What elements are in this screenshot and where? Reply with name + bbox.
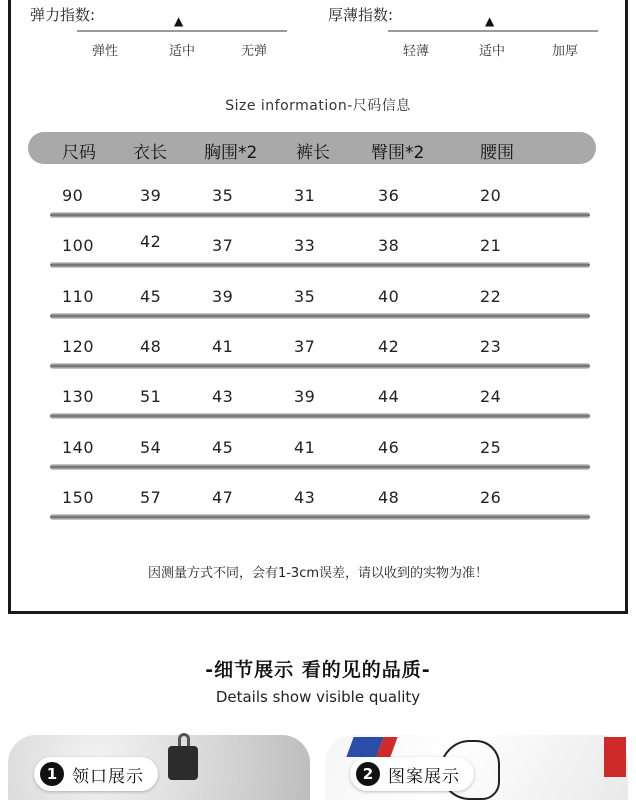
cell-pants-length: 43	[294, 487, 316, 507]
elasticity-scale-line	[77, 30, 287, 32]
number-2-icon: 2	[356, 762, 380, 786]
collar-card-label	[34, 757, 158, 791]
row-divider	[50, 313, 590, 319]
thickness-option-thin: 轻薄	[402, 44, 429, 59]
cell-chest: 45	[212, 437, 234, 457]
cell-length: 45	[140, 286, 162, 306]
cell-pants-length: 31	[294, 186, 316, 205]
elasticity-marker-icon: ▲	[174, 14, 184, 28]
header-size: 尺码	[62, 143, 96, 163]
cell-hip: 36	[378, 186, 400, 205]
cell-hip: 44	[378, 387, 400, 407]
number-1-icon: 1	[40, 762, 64, 786]
row-divider	[50, 413, 590, 419]
cell-waist: 24	[480, 387, 502, 407]
elasticity-label: 弹力指数:	[30, 6, 96, 24]
cell-length: 39	[140, 186, 162, 205]
cell-hip: 42	[378, 336, 400, 356]
cell-chest: 47	[212, 487, 234, 507]
cell-size: 110	[62, 286, 95, 306]
elasticity-option-medium: 适中	[168, 44, 195, 59]
hanger-icon	[168, 746, 198, 780]
details-title: -细节展示 看的见的品质-	[205, 659, 431, 681]
cell-pants-length: 33	[294, 236, 316, 256]
size-chart-frame	[8, 0, 628, 614]
cell-length: 42	[140, 232, 162, 252]
row-divider	[50, 464, 590, 470]
pattern-red-edge	[604, 737, 626, 777]
cell-chest: 37	[212, 236, 234, 256]
cell-size: 100	[62, 236, 95, 256]
cell-chest: 39	[212, 286, 234, 306]
cell-length: 51	[140, 387, 162, 407]
cell-chest: 43	[212, 387, 234, 407]
header-pants-length: 裤长	[296, 143, 330, 163]
cell-hip: 46	[378, 437, 400, 457]
cell-waist: 23	[480, 336, 502, 356]
row-divider	[50, 212, 590, 218]
cell-chest: 35	[212, 186, 234, 205]
cell-size: 90	[62, 186, 84, 205]
cell-hip: 38	[378, 236, 400, 256]
cell-waist: 25	[480, 437, 502, 457]
pattern-card-text: 图案展示	[388, 766, 460, 787]
thickness-marker-icon: ▲	[485, 14, 495, 28]
details-subtitle: Details show visible quality	[215, 688, 421, 706]
cell-size: 150	[62, 487, 95, 507]
elasticity-option-stretchy: 弹性	[91, 44, 118, 59]
cell-length: 54	[140, 437, 162, 457]
cell-pants-length: 37	[294, 336, 316, 356]
cell-size: 120	[62, 336, 95, 356]
collar-card-text: 领口展示	[72, 766, 144, 787]
thickness-option-medium: 适中	[478, 44, 505, 59]
pattern-card-label	[350, 757, 474, 791]
cell-pants-length: 35	[294, 286, 316, 306]
row-divider	[50, 514, 590, 520]
cell-hip: 48	[378, 487, 400, 507]
cell-pants-length: 39	[294, 387, 316, 407]
thickness-scale-line	[388, 30, 598, 32]
cell-pants-length: 41	[294, 437, 316, 457]
cell-chest: 41	[212, 336, 234, 356]
cell-length: 48	[140, 336, 162, 356]
header-waist: 腰围	[480, 143, 514, 163]
cell-waist: 20	[480, 186, 502, 205]
header-chest: 胸围*2	[204, 143, 258, 163]
header-hip: 臀围*2	[371, 143, 425, 163]
thickness-option-thick: 加厚	[551, 44, 578, 59]
header-length: 衣长	[133, 143, 167, 163]
cell-size: 130	[62, 387, 95, 407]
measurement-note: 因测量方式不同，会有1-3cm误差，请以收到的实物为准！	[147, 566, 489, 581]
elasticity-option-none: 无弹	[240, 44, 267, 59]
row-divider	[50, 262, 590, 268]
size-table-title: Size information-尺码信息	[225, 98, 411, 114]
cell-size: 140	[62, 437, 95, 457]
thickness-label: 厚薄指数:	[328, 6, 394, 24]
cell-hip: 40	[378, 286, 400, 306]
cell-waist: 22	[480, 286, 502, 306]
cell-waist: 26	[480, 487, 502, 507]
cell-waist: 21	[480, 236, 502, 256]
cell-length: 57	[140, 487, 162, 507]
row-divider	[50, 363, 590, 369]
